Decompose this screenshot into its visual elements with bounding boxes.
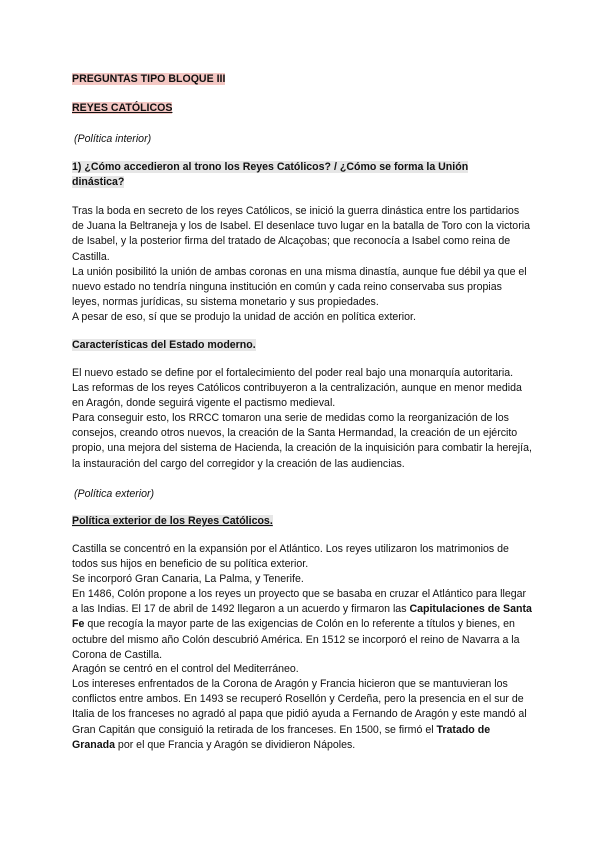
- exterior-label: (Política exterior): [74, 488, 155, 500]
- section-title: REYES CATÓLICOS: [72, 102, 173, 114]
- estado-heading: Características del Estado moderno.: [72, 339, 256, 351]
- tratado-granada-bold: Tratado de Granada: [72, 723, 491, 751]
- question-1-heading: 1) ¿Cómo accedieron al trono los Reyes Católicos? / ¿Cómo se forma la Unión dinástica?: [72, 161, 469, 189]
- exterior-heading: Política exterior de los Reyes Católicos.: [72, 515, 273, 527]
- question-1-paragraph-2: La unión posibilitó la unión de ambas coronas en una misma dinastía, aunque fue débil ya que el nuevo estado no tendría ninguna institución en común y cada reino conservaba sus propias leyes, normas jurídicas, su sistema monetario y sus propiedades.: [72, 266, 527, 309]
- aragon-text-b: por el que Francia y Aragón se dividieron Nápoles.: [114, 738, 356, 751]
- section-title-line: [72, 101, 532, 116]
- document-title: PREGUNTAS TIPO BLOQUE III: [72, 73, 226, 85]
- estado-heading-line: [72, 338, 532, 353]
- castilla-paragraph-2: Se incorporó Gran Canaria, La Palma, y Tenerife.: [72, 573, 304, 585]
- question-1-heading-line: [72, 160, 512, 190]
- exterior-heading-line: [72, 514, 532, 529]
- castilla-text-b: que recogía la mayor parte de las exigencias de Colón en lo referente a títulos y bienes, en octubre del mismo año Colón descubrió América. En 1512 se incorporó el reino de Navarra a la Corona de Castilla.: [72, 618, 520, 661]
- aragon-paragraph-2: [72, 677, 532, 753]
- document-title-line: [72, 72, 532, 87]
- castilla-paragraph-1: Castilla se concentró en la expansión por el Atlántico. Los reyes utilizaron los matrimonios de todos sus hijos en beneficio de su política exterior.: [72, 543, 509, 571]
- aragon-text-a: Los intereses enfrentados de la Corona de Aragón y Francia hicieron que se mantuvieran los conflictos entre ambos. En 1493 se recuperó Rosellón y Cerdeña, pero la presencia en el sur de Italia de los franceses no agradó al papa que pidió ayuda a Fernando de Aragón y este mandó al Gran Capitán que consiguió la retirada de los franceses. En 1500, se firmó el: [72, 678, 527, 736]
- castilla-paragraph-3: [72, 587, 532, 663]
- question-1-paragraph-1: Tras la boda en secreto de los reyes Católicos, se inició la guerra dinástica entre los partidarios de Juana la Beltraneja y los de Isabel. El desenlace tuvo lugar en la batalla de Toro con la victoria de Isabel, y la posterior firma del tratado de Alcaçobas; que reconocía a Isabel como reina de Castilla.: [72, 205, 530, 263]
- interior-label: (Política interior): [74, 133, 152, 145]
- estado-paragraph-2: Para conseguir esto, los RRCC tomaron una serie de medidas como la reorganización de los consejos, creando otros nuevos, la creación de la Santa Hermandad, la creación de un ejército propio, una mejora del sistema de Hacienda, la creación de la inquisición para combatir la herejía, la instauración del cargo del corregidor y la creación de las audiencias.: [72, 412, 532, 470]
- castilla-text-a: En 1486, Colón propone a los reyes un proyecto que se basaba en cruzar el Atlántico para llegar a las Indias. El 17 de abril de 1492 llegaron a un acuerdo y firmaron las: [72, 588, 527, 616]
- question-1-paragraph-3: A pesar de eso, sí que se produjo la unidad de acción en política exterior.: [72, 311, 416, 323]
- aragon-paragraph-1: Aragón se centró en el control del Mediterráneo.: [72, 663, 299, 675]
- capitulaciones-bold: Capitulaciones de Santa Fe: [72, 603, 532, 631]
- estado-paragraph-1: El nuevo estado se define por el fortalecimiento del poder real bajo una monarquía autoritaria. Las reformas de los reyes Católicos contribuyeron a la centralización, aunque en menor medida en Aragón, donde seguirá vigente el pactismo medieval.: [72, 367, 522, 410]
